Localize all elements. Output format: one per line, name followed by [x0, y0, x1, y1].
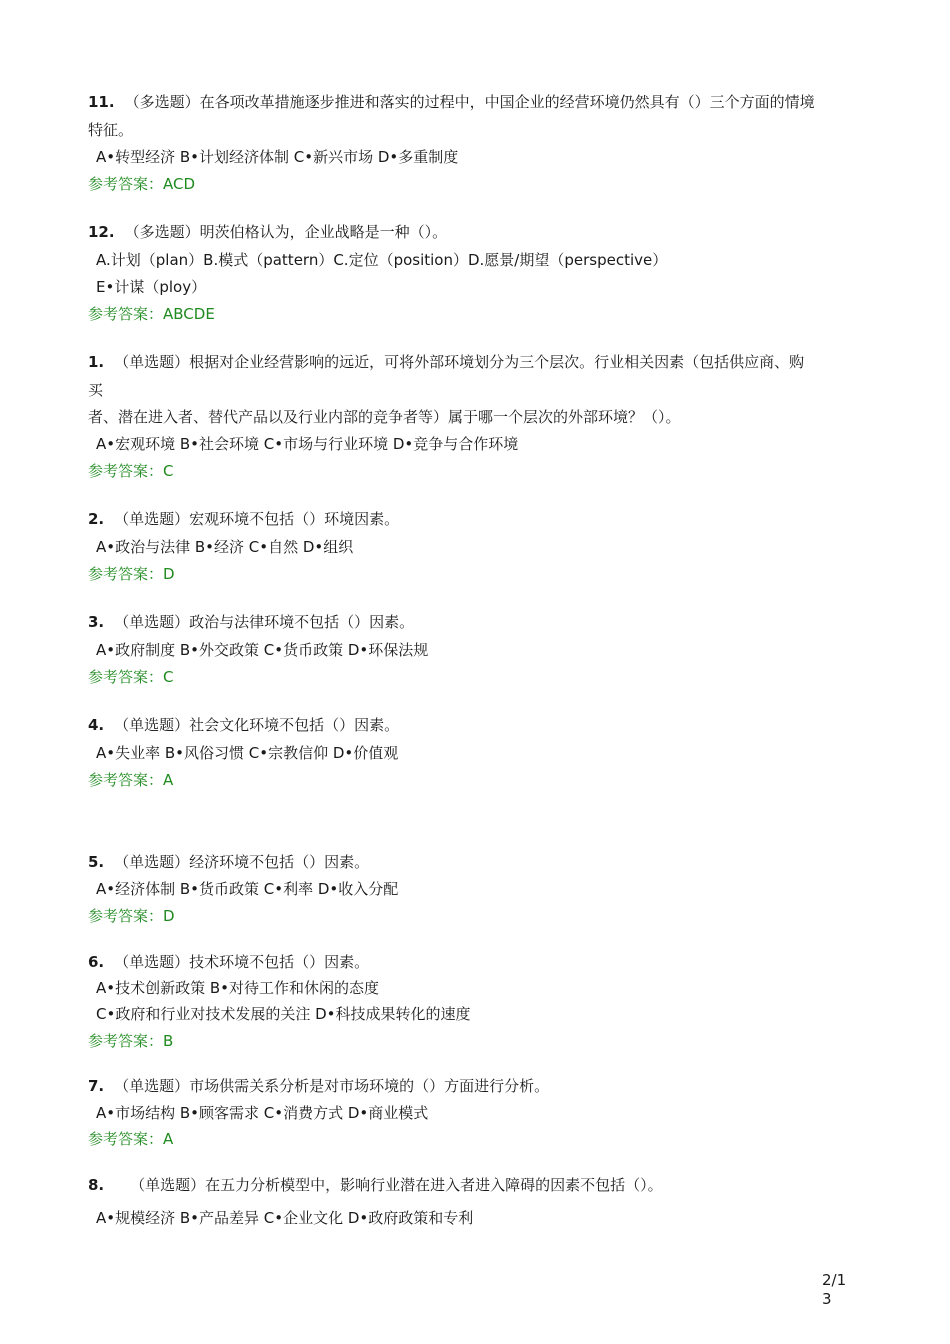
question-options: A•经济体制 B•货币政策 C•利率 D•收入分配 — [96, 880, 399, 898]
question-number: 1. — [88, 353, 105, 371]
question-stem — [88, 715, 399, 735]
reference-answer: 参考答案：D — [88, 565, 175, 583]
question-number: 11. — [88, 93, 115, 111]
question-number: 4. — [88, 716, 105, 734]
question-stem — [88, 1175, 663, 1195]
reference-answer: 参考答案：B — [88, 1032, 174, 1050]
question-options: A•技术创新政策 B•对待工作和休闲的态度 — [96, 979, 380, 997]
reference-answer: 参考答案：A — [88, 771, 174, 789]
question-options-continued: E•计谋（ploy） — [96, 278, 207, 296]
page-number: 2/1 — [822, 1271, 847, 1289]
question-text: （单选题）经济环境不包括（）因素。 — [114, 853, 370, 871]
reference-answer: 参考答案：C — [88, 462, 174, 480]
reference-answer: 参考答案：ACD — [88, 175, 196, 193]
question-text: （单选题）政治与法律环境不包括（）因素。 — [114, 613, 415, 631]
question-text: （单选题）在五力分析模型中，影响行业潜在进入者进入障碍的因素不包括（）。 — [130, 1176, 663, 1194]
question-stem — [88, 352, 804, 372]
reference-answer: 参考答案：ABCDE — [88, 305, 215, 323]
question-options: A•失业率 B•风俗习惯 C•宗教信仰 D•价值观 — [96, 744, 399, 762]
question-text: （多选题）明茨伯格认为，企业战略是一种（）。 — [124, 223, 448, 241]
question-stem — [88, 92, 815, 112]
page-number-continued: 3 — [822, 1290, 832, 1308]
question-text-continued: 者、潜在进入者、替代产品以及行业内部的竞争者等）属于哪一个层次的外部环境？（）。 — [88, 408, 681, 426]
question-number: 3. — [88, 613, 105, 631]
question-text-continued: 特征。 — [88, 121, 134, 139]
question-number: 2. — [88, 510, 105, 528]
question-stem — [88, 952, 369, 972]
question-options-continued: C•政府和行业对技术发展的关注 D•科技成果转化的速度 — [96, 1005, 471, 1023]
question-options: A•政府制度 B•外交政策 C•货币政策 D•环保法规 — [96, 641, 429, 659]
question-stem — [88, 852, 369, 872]
question-number: 6. — [88, 953, 105, 971]
reference-answer: 参考答案：A — [88, 1130, 174, 1148]
question-text: （单选题）根据对企业经营影响的远近，可将外部环境划分为三个层次。行业相关因素（包括供应商、购 — [114, 353, 805, 371]
question-text-continued: 买 — [88, 381, 104, 399]
question-options: A•转型经济 B•计划经济体制 C•新兴市场 D•多重制度 — [96, 148, 459, 166]
reference-answer: 参考答案：C — [88, 668, 174, 686]
reference-answer: 参考答案：D — [88, 907, 175, 925]
question-stem — [88, 222, 447, 242]
question-stem — [88, 509, 399, 529]
question-number: 8. — [88, 1176, 105, 1194]
question-number: 5. — [88, 853, 105, 871]
question-text: （单选题）宏观环境不包括（）环境因素。 — [114, 510, 400, 528]
question-text: （单选题）市场供需关系分析是对市场环境的（）方面进行分析。 — [114, 1077, 550, 1095]
question-options: A.计划（plan）B.模式（pattern）C.定位（position）D.愿景/期望（perspective） — [96, 251, 668, 269]
question-options: A•宏观环境 B•社会环境 C•市场与行业环境 D•竞争与合作环境 — [96, 435, 519, 453]
question-stem — [88, 612, 414, 632]
question-text: （单选题）技术环境不包括（）因素。 — [114, 953, 370, 971]
question-options: A•政治与法律 B•经济 C•自然 D•组织 — [96, 538, 354, 556]
question-text: （多选题）在各项改革措施逐步推进和落实的过程中，中国企业的经营环境仍然具有（）三个方面的情境 — [124, 93, 815, 111]
question-options: A•规模经济 B•产品差异 C•企业文化 D•政府政策和专利 — [96, 1209, 474, 1227]
question-options: A•市场结构 B•顾客需求 C•消费方式 D•商业模式 — [96, 1104, 429, 1122]
question-text: （单选题）社会文化环境不包括（）因素。 — [114, 716, 400, 734]
question-number: 7. — [88, 1077, 105, 1095]
question-stem — [88, 1076, 549, 1096]
question-number: 12. — [88, 223, 115, 241]
